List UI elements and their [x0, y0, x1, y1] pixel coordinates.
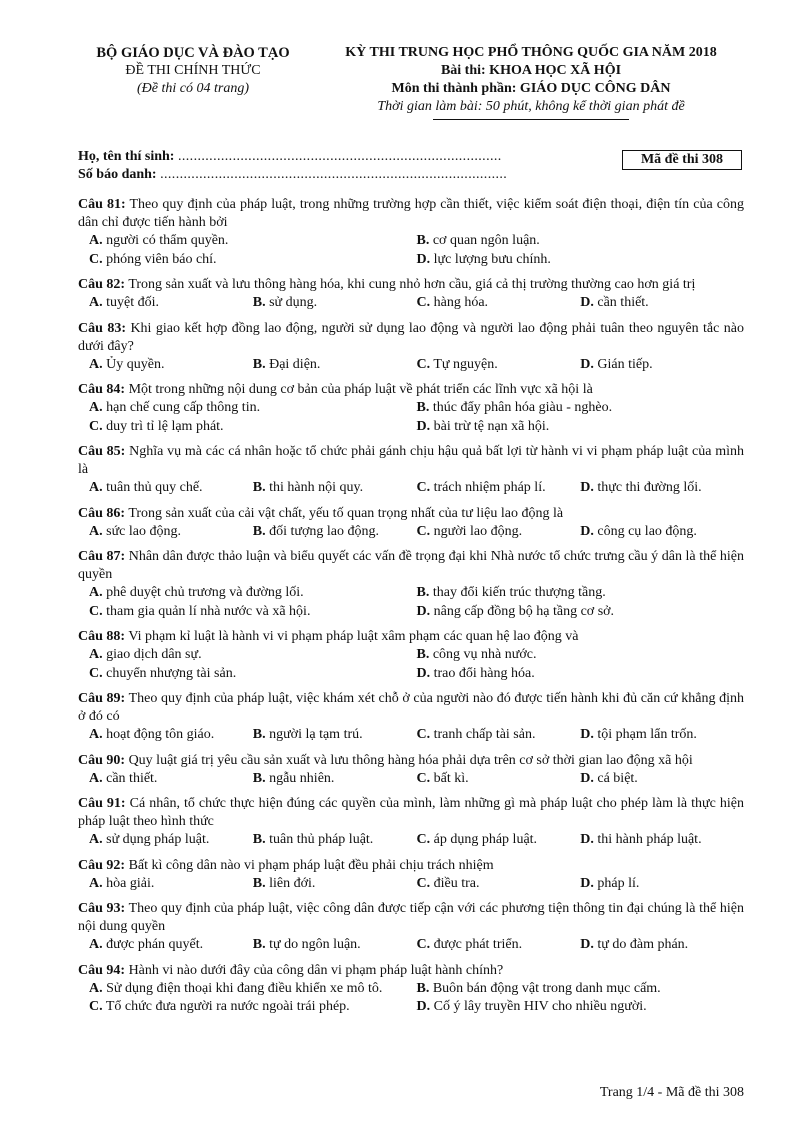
option-letter: A. — [89, 937, 103, 952]
option-letter: D. — [580, 356, 594, 372]
option-text: thay đổi kiến trúc thượng tầng. — [432, 585, 606, 600]
option-letter: C. — [89, 418, 103, 434]
option-letter: B. — [252, 356, 266, 372]
question-text: Theo quy định của pháp luật, trong những trường hợp cần thiết, việc kiểm soát điện thoại, điện tín của công dân chỉ được tiến hành bởi — [78, 197, 745, 230]
answer-options — [78, 980, 744, 1017]
option-text: Gián tiếp. — [597, 356, 653, 372]
option-text: lực lượng bưu chính. — [433, 251, 551, 267]
option-text: giao dịch dân sự. — [106, 647, 202, 662]
option-letter: B. — [252, 770, 266, 786]
answer-options — [78, 294, 744, 313]
option-text: người lao động. — [433, 523, 523, 539]
option-text: hòa giải. — [106, 875, 155, 891]
question-item — [78, 196, 744, 269]
question-number: Câu 94: — [78, 962, 126, 978]
option-text: tuân thủ pháp luật. — [269, 832, 374, 847]
option-text: tự do ngôn luận. — [269, 937, 361, 952]
question-number: Câu 91: — [78, 796, 126, 811]
option-text: sức lao động. — [106, 523, 181, 539]
question-item — [78, 900, 744, 955]
option-text: Buôn bán động vật trong danh mục cấm. — [432, 980, 661, 996]
answer-option[interactable] — [417, 584, 745, 603]
option-text: tham gia quản lí nhà nước và xã hội. — [106, 603, 311, 619]
option-letter: B. — [416, 647, 430, 662]
question-text: Trong sản xuất của cải vật chất, yếu tố quan trọng nhất của tư liệu lao động là — [128, 505, 564, 521]
option-text: thi hành pháp luật. — [597, 832, 702, 847]
answer-option[interactable] — [89, 726, 253, 745]
answer-option[interactable] — [89, 770, 253, 789]
option-letter: C. — [416, 832, 431, 847]
option-text: công vụ nhà nước. — [432, 647, 537, 662]
answer-option[interactable] — [417, 998, 745, 1017]
option-letter: A. — [89, 875, 103, 891]
question-item — [78, 276, 744, 313]
question-number: Câu 90: — [78, 752, 126, 768]
option-text: điều tra. — [433, 875, 480, 891]
question-text: Quy luật giá trị yêu cầu sản xuất và lưu thông hàng hóa phải dựa trên cơ sở thời gian lao động xã hội — [128, 752, 693, 768]
question-stem — [78, 505, 744, 523]
option-text: phê duyệt chủ trương và đường lối. — [106, 585, 304, 600]
answer-option[interactable] — [580, 523, 744, 542]
answer-option[interactable] — [89, 523, 253, 542]
option-letter: D. — [580, 480, 594, 495]
question-stem — [78, 795, 744, 831]
option-text: bài trừ tệ nạn xã hội. — [433, 418, 550, 434]
option-text: hàng hóa. — [433, 295, 489, 310]
option-letter: A. — [89, 647, 103, 662]
question-item — [78, 381, 744, 436]
question-text: Khi giao kết hợp đồng lao động, người sử dụng lao động và người lao động phải tuân theo nguyên tắc nào dưới đây? — [78, 320, 744, 354]
option-text: Tự nguyện. — [433, 356, 498, 372]
option-letter: D. — [416, 251, 431, 267]
answer-options — [78, 770, 744, 789]
question-number: Câu 89: — [78, 691, 126, 706]
answer-option[interactable] — [253, 770, 417, 789]
answer-options — [78, 875, 744, 894]
answer-option[interactable] — [89, 356, 253, 375]
question-item — [78, 962, 744, 1017]
answer-option[interactable] — [417, 603, 745, 622]
answer-option[interactable] — [417, 726, 581, 745]
answer-option[interactable] — [417, 232, 745, 251]
question-stem — [78, 628, 744, 646]
answer-option[interactable] — [89, 479, 253, 498]
question-text: Nhân dân được thảo luận và biểu quyết các vấn đề trọng đại khi Nhà nước tổ chức trưng cầu ý dân là thể hiện quyền — [78, 549, 745, 582]
option-letter: C. — [416, 523, 431, 539]
answer-option[interactable] — [89, 418, 417, 437]
answer-option[interactable] — [89, 646, 417, 665]
answer-options — [78, 584, 744, 621]
exam-code-box: Mã đề thi 308 — [622, 150, 742, 170]
answer-options — [78, 831, 744, 850]
option-text: thúc đẩy phân hóa giàu - nghèo. — [432, 400, 613, 415]
option-letter: B. — [252, 523, 266, 539]
option-text: chuyển nhượng tài sản. — [106, 665, 237, 681]
answer-option[interactable] — [89, 584, 417, 603]
option-letter: C. — [416, 770, 431, 786]
option-letter: B. — [416, 400, 430, 415]
answer-option[interactable] — [253, 936, 417, 955]
question-number: Câu 85: — [78, 444, 126, 459]
question-text: Theo quy định của pháp luật, việc khám xét chỗ ở của người nào đó được tiến hành khi đủ căn cứ khẳng định ở đó có — [78, 691, 744, 724]
answer-option[interactable] — [417, 665, 745, 684]
exam-page — [78, 44, 744, 1024]
option-text: cá biệt. — [597, 770, 638, 786]
answer-options — [78, 523, 744, 542]
option-text: thực thi đường lối. — [597, 480, 702, 495]
answer-option[interactable] — [89, 399, 417, 418]
answer-option[interactable] — [253, 479, 417, 498]
option-text: pháp lí. — [597, 875, 640, 891]
option-letter: A. — [89, 980, 103, 996]
question-item — [78, 548, 744, 621]
question-stem — [78, 548, 744, 584]
question-number: Câu 87: — [78, 549, 126, 564]
answer-option[interactable] — [580, 356, 744, 375]
question-stem — [78, 320, 744, 356]
answer-options — [78, 232, 744, 269]
answer-option[interactable] — [417, 936, 581, 955]
option-letter: C. — [416, 875, 431, 891]
option-letter: C. — [416, 727, 431, 742]
answer-option[interactable] — [89, 232, 417, 251]
option-text: hoạt động tôn giáo. — [106, 727, 215, 742]
question-number: Câu 86: — [78, 505, 126, 521]
option-letter: A. — [89, 770, 103, 786]
question-stem — [78, 196, 744, 232]
answer-option[interactable] — [417, 831, 581, 850]
answer-option[interactable] — [89, 936, 253, 955]
answer-option[interactable] — [253, 875, 417, 894]
option-text: công cụ lao động. — [597, 523, 697, 539]
option-letter: D. — [416, 999, 431, 1014]
question-number: Câu 88: — [78, 629, 126, 644]
candidate-id-label: Số báo danh: — [78, 167, 157, 182]
option-text: tuyệt đối. — [106, 295, 160, 310]
question-stem — [78, 752, 744, 770]
answer-option[interactable] — [417, 980, 745, 999]
question-stem — [78, 690, 744, 726]
answer-options — [78, 356, 744, 375]
option-letter: C. — [416, 356, 431, 372]
question-number: Câu 84: — [78, 382, 126, 397]
answer-option[interactable] — [253, 294, 417, 313]
option-letter: A. — [89, 295, 103, 310]
question-number: Câu 93: — [78, 901, 126, 916]
question-stem — [78, 276, 744, 294]
option-text: bất kì. — [433, 770, 469, 786]
candidate-name-field[interactable]: ................................................................................... — [177, 149, 502, 164]
answer-option[interactable] — [89, 251, 417, 270]
answer-option[interactable] — [253, 831, 417, 850]
answer-option[interactable] — [417, 399, 745, 418]
ministry-name: BỘ GIÁO DỤC VÀ ĐÀO TẠO — [96, 45, 290, 61]
option-text: nâng cấp đồng bộ hạ tầng cơ sở. — [433, 603, 615, 619]
answer-option[interactable] — [580, 726, 744, 745]
option-text: được phán quyết. — [106, 937, 204, 952]
option-text: áp dụng pháp luật. — [433, 832, 538, 847]
question-stem — [78, 443, 744, 479]
option-letter: A. — [89, 832, 103, 847]
option-letter: D. — [580, 875, 594, 891]
option-letter: B. — [416, 980, 430, 996]
question-text: Một trong những nội dung cơ bản của pháp luật về phát triển các lĩnh vực xã hội là — [128, 382, 593, 397]
answer-option[interactable] — [417, 418, 745, 437]
answer-option[interactable] — [417, 356, 581, 375]
answer-options — [78, 646, 744, 683]
answer-option[interactable] — [580, 294, 744, 313]
option-letter: D. — [416, 603, 431, 619]
question-number: Câu 82: — [78, 277, 126, 292]
option-text: tranh chấp tài sản. — [433, 727, 536, 742]
answer-option[interactable] — [89, 875, 253, 894]
option-text: cần thiết. — [597, 295, 649, 310]
component-line: Môn thi thành phần: GIÁO DỤC CÔNG DÂN — [391, 81, 671, 96]
header-rule — [433, 119, 629, 120]
answer-option[interactable] — [89, 831, 253, 850]
option-letter: A. — [89, 400, 103, 415]
option-text: liên đới. — [269, 875, 316, 891]
page-footer: Trang 1/4 - Mã đề thi 308 — [599, 1085, 744, 1100]
option-letter: A. — [89, 356, 103, 372]
answer-option[interactable] — [417, 646, 745, 665]
option-text: cơ quan ngôn luận. — [432, 233, 540, 248]
official-exam-label: ĐỀ THI CHÍNH THỨC — [125, 63, 261, 78]
option-letter: C. — [89, 603, 103, 619]
option-text: người có thẩm quyền. — [106, 233, 229, 248]
option-letter: B. — [416, 233, 430, 248]
question-number: Câu 81: — [78, 197, 126, 212]
question-item — [78, 443, 744, 498]
answer-option[interactable] — [253, 726, 417, 745]
option-letter: D. — [416, 418, 431, 434]
question-item — [78, 628, 744, 683]
option-letter: A. — [89, 523, 103, 539]
option-text: Ủy quyền. — [106, 356, 165, 372]
option-letter: D. — [580, 937, 594, 952]
answer-options — [78, 726, 744, 745]
answer-option[interactable] — [580, 831, 744, 850]
option-letter: B. — [252, 875, 266, 891]
candidate-info — [78, 148, 744, 188]
answer-option[interactable] — [417, 294, 581, 313]
question-stem — [78, 962, 744, 980]
exam-header — [78, 44, 744, 134]
option-letter: C. — [89, 251, 103, 267]
question-stem — [78, 381, 744, 399]
question-text: Hành vi nào dưới đây của công dân vi phạm pháp luật hành chính? — [128, 962, 504, 978]
option-letter: B. — [252, 832, 266, 847]
question-item — [78, 795, 744, 850]
option-text: tuân thủ quy chế. — [106, 480, 203, 495]
option-text: sử dụng. — [269, 295, 318, 310]
question-list — [78, 196, 744, 1017]
option-text: sử dụng pháp luật. — [106, 832, 210, 847]
answer-option[interactable] — [89, 980, 417, 999]
option-letter: A. — [89, 585, 103, 600]
option-letter: C. — [89, 999, 103, 1014]
option-letter: A. — [89, 727, 103, 742]
option-text: người lạ tạm trú. — [269, 727, 363, 742]
answer-options — [78, 479, 744, 498]
header-right — [316, 44, 746, 120]
question-text: Trong sản xuất và lưu thông hàng hóa, khi cung nhỏ hơn cầu, giá cả thị trường thường cao hơn giá trị — [128, 277, 696, 292]
option-letter: A. — [89, 233, 103, 248]
option-text: hạn chế cung cấp thông tin. — [106, 400, 261, 415]
time-line: Thời gian làm bài: 50 phút, không kể thời gian phát đề — [377, 99, 685, 114]
answer-option[interactable] — [580, 936, 744, 955]
answer-option[interactable] — [417, 523, 581, 542]
answer-option[interactable] — [89, 665, 417, 684]
option-text: tội phạm lẩn trốn. — [597, 727, 697, 742]
question-text: Nghĩa vụ mà các cá nhân hoặc tổ chức phải gánh chịu hậu quả bất lợi từ hành vi vi phạm pháp luật của mình là — [78, 444, 745, 477]
pages-note: (Đề thi có 04 trang) — [137, 81, 249, 96]
answer-option[interactable] — [253, 523, 417, 542]
option-text: duy trì tỉ lệ lạm phát. — [106, 418, 224, 434]
exam-title: KỲ THI TRUNG HỌC PHỔ THÔNG QUỐC GIA NĂM 2018 — [345, 45, 717, 60]
answer-option[interactable] — [417, 770, 581, 789]
option-letter: C. — [416, 480, 431, 495]
answer-option[interactable] — [580, 875, 744, 894]
answer-options — [78, 936, 744, 955]
option-letter: D. — [580, 770, 594, 786]
question-stem — [78, 900, 744, 936]
option-letter: B. — [252, 480, 266, 495]
option-text: trao đổi hàng hóa. — [433, 665, 535, 681]
question-text: Cá nhân, tổ chức thực hiện đúng các quyền của mình, làm những gì mà pháp luật cho phép làm là thực hiện pháp luật theo hình thức — [78, 796, 744, 829]
option-letter: D. — [416, 665, 431, 681]
option-letter: C. — [416, 295, 431, 310]
question-text: Theo quy định của pháp luật, việc công dân được tiếp cận với các phương tiện thông tin đại chúng là thể hiện nội dung quyền — [78, 901, 744, 934]
option-text: Sử dụng điện thoại khi đang điều khiển xe mô tô. — [106, 980, 383, 996]
question-stem — [78, 857, 744, 875]
option-text: đối tượng lao động. — [269, 523, 379, 539]
option-letter: B. — [416, 585, 430, 600]
option-letter: B. — [252, 727, 266, 742]
option-text: Đại diện. — [269, 356, 321, 372]
answer-option[interactable] — [417, 251, 745, 270]
subject-line: Bài thi: KHOA HỌC XÃ HỘI — [440, 63, 622, 78]
option-text: phóng viên báo chí. — [106, 251, 217, 267]
option-text: Cố ý lây truyền HIV cho nhiều người. — [433, 999, 647, 1014]
option-letter: C. — [416, 937, 431, 952]
answer-option[interactable] — [253, 356, 417, 375]
option-letter: B. — [252, 295, 266, 310]
option-text: cần thiết. — [106, 770, 158, 786]
candidate-name-label: Họ, tên thí sinh: — [78, 149, 175, 164]
answer-option[interactable] — [417, 479, 581, 498]
question-number: Câu 83: — [78, 320, 126, 336]
option-letter: A. — [89, 480, 103, 495]
option-text: được phát triển. — [433, 937, 523, 952]
option-text: trách nhiệm pháp lí. — [433, 480, 546, 495]
question-item — [78, 690, 744, 745]
option-text: ngẫu nhiên. — [269, 770, 335, 786]
header-left — [78, 44, 308, 98]
question-item — [78, 505, 744, 542]
candidate-id-field[interactable]: ......................................................................................... — [160, 167, 508, 182]
option-text: Tổ chức đưa người ra nước ngoài trái phép. — [105, 999, 350, 1014]
option-letter: D. — [580, 295, 594, 310]
question-text: Vi phạm kỉ luật là hành vi vi phạm pháp luật xâm phạm các quan hệ lao động và — [128, 629, 579, 644]
answer-option[interactable] — [89, 603, 417, 622]
option-letter: B. — [252, 937, 266, 952]
question-number: Câu 92: — [78, 857, 126, 873]
option-letter: D. — [580, 727, 594, 742]
option-text: thi hành nội quy. — [269, 480, 364, 495]
option-letter: D. — [580, 523, 594, 539]
question-item — [78, 320, 744, 375]
option-letter: D. — [580, 832, 594, 847]
answer-options — [78, 399, 744, 436]
option-letter: C. — [89, 665, 103, 681]
question-item — [78, 857, 744, 894]
answer-option[interactable] — [89, 998, 417, 1017]
answer-option[interactable] — [417, 875, 581, 894]
answer-option[interactable] — [580, 479, 744, 498]
answer-option[interactable] — [89, 294, 253, 313]
question-item — [78, 752, 744, 789]
option-text: tự do đàm phán. — [597, 937, 689, 952]
answer-option[interactable] — [580, 770, 744, 789]
question-text: Bất kì công dân nào vi phạm pháp luật đều phải chịu trách nhiệm — [128, 857, 494, 873]
